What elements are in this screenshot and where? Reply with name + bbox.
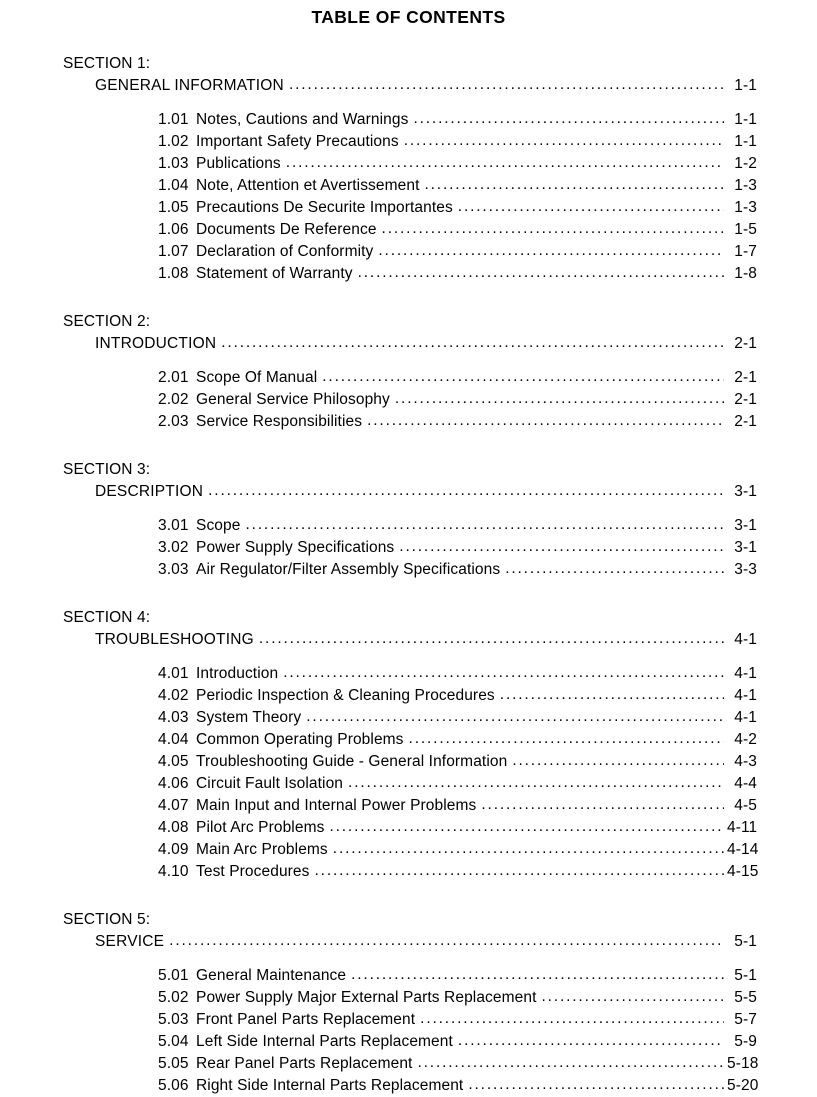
- dot-leader: [259, 630, 724, 644]
- dot-leader: [378, 242, 724, 256]
- toc-entry[interactable]: [158, 685, 757, 707]
- entry-title: Circuit Fault Isolation: [196, 775, 344, 792]
- entry-title: General Maintenance: [196, 967, 347, 984]
- section-label: SECTION 2:: [63, 313, 151, 330]
- entry-title: Service Responsibilities: [196, 413, 363, 430]
- section-title: TROUBLESHOOTING: [95, 631, 254, 648]
- entry-title: Test Procedures: [196, 863, 310, 880]
- section-entries: [0, 109, 817, 285]
- toc-entry[interactable]: [158, 795, 757, 817]
- page-number: 5-20: [727, 1077, 759, 1094]
- entry-title: Introduction: [196, 665, 279, 682]
- page-number: 1-1: [734, 111, 757, 128]
- dot-leader: [315, 862, 725, 876]
- dot-leader: [458, 198, 724, 212]
- section-title-row: [0, 75, 817, 97]
- toc-entry[interactable]: [158, 515, 757, 537]
- page-number: 5-18: [727, 1055, 759, 1072]
- section-title-row: [0, 629, 817, 651]
- toc-entry[interactable]: [95, 75, 757, 97]
- entry-number: 4.06: [158, 775, 189, 792]
- dot-leader: [481, 796, 724, 810]
- section-title: SERVICE: [95, 933, 165, 950]
- entry-number: 5.06: [158, 1077, 189, 1094]
- toc-entry[interactable]: [158, 411, 757, 433]
- toc-entry[interactable]: [158, 817, 757, 839]
- entry-title: Declaration of Conformity: [196, 243, 374, 260]
- dot-leader: [500, 686, 724, 700]
- entry-number: 5.01: [158, 967, 189, 984]
- entry-number: 4.03: [158, 709, 189, 726]
- page-number: 1-8: [734, 265, 757, 282]
- dot-leader: [245, 516, 724, 530]
- dot-leader: [413, 110, 724, 124]
- entry-title: Air Regulator/Filter Assembly Specifications: [196, 561, 501, 578]
- toc-entry[interactable]: [158, 663, 757, 685]
- dot-leader: [351, 966, 724, 980]
- toc-entry[interactable]: [158, 559, 757, 581]
- section-title: GENERAL INFORMATION: [95, 77, 284, 94]
- page-number: 4-1: [734, 687, 757, 704]
- entry-title: Pilot Arc Problems: [196, 819, 325, 836]
- entry-title: Scope Of Manual: [196, 369, 318, 386]
- page-number: 1-1: [734, 133, 757, 150]
- dot-leader: [208, 482, 724, 496]
- toc-entry[interactable]: [158, 537, 757, 559]
- page-number: 2-1: [734, 335, 757, 352]
- entry-number: 4.04: [158, 731, 189, 748]
- page-number: 4-14: [727, 841, 759, 858]
- dot-leader: [322, 368, 724, 382]
- page-number: 4-15: [727, 863, 759, 880]
- entry-number: 1.07: [158, 243, 189, 260]
- toc-entry[interactable]: [158, 131, 757, 153]
- page-number: 4-2: [734, 731, 757, 748]
- entry-title: Important Safety Precautions: [196, 133, 399, 150]
- dot-leader: [417, 1054, 724, 1068]
- section-label: SECTION 1:: [63, 55, 151, 72]
- entry-title: Front Panel Parts Replacement: [196, 1011, 416, 1028]
- entry-title: Main Arc Problems: [196, 841, 328, 858]
- entry-title: Power Supply Specifications: [196, 539, 395, 556]
- entry-number: 1.01: [158, 111, 189, 128]
- toc-entry[interactable]: [158, 707, 757, 729]
- dot-leader: [358, 264, 724, 278]
- toc-entry[interactable]: [158, 1009, 757, 1031]
- page-number: 3-1: [734, 483, 757, 500]
- entry-number: 5.04: [158, 1033, 189, 1050]
- toc-entry[interactable]: [158, 367, 757, 389]
- entry-number: 4.05: [158, 753, 189, 770]
- entry-number: 2.03: [158, 413, 189, 430]
- dot-leader: [169, 932, 724, 946]
- page-number: 5-9: [734, 1033, 757, 1050]
- entry-title: Power Supply Major External Parts Replacement: [196, 989, 537, 1006]
- page-number: 2-1: [734, 413, 757, 430]
- page-number: 1-5: [734, 221, 757, 238]
- entry-title: Documents De Reference: [196, 221, 377, 238]
- dot-leader: [348, 774, 724, 788]
- entry-title: Statement of Warranty: [196, 265, 353, 282]
- entry-number: 1.04: [158, 177, 189, 194]
- page-number: 4-3: [734, 753, 757, 770]
- entry-number: 4.02: [158, 687, 189, 704]
- section-title-row: [0, 481, 817, 503]
- page-number: 5-1: [734, 967, 757, 984]
- section-entries: [0, 515, 817, 581]
- dot-leader: [399, 538, 724, 552]
- entry-number: 3.03: [158, 561, 189, 578]
- entry-title: Main Input and Internal Power Problems: [196, 797, 477, 814]
- page-number: 5-1: [734, 933, 757, 950]
- dot-leader: [333, 840, 724, 854]
- toc-entry[interactable]: [158, 987, 757, 1009]
- section-entries: [0, 965, 817, 1097]
- section-block: [0, 607, 817, 883]
- toc-entry[interactable]: [158, 109, 757, 131]
- toc-entry[interactable]: [158, 965, 757, 987]
- section-label: SECTION 3:: [63, 461, 151, 478]
- page-number: 4-1: [734, 631, 757, 648]
- toc-entry[interactable]: [158, 839, 757, 861]
- toc-entry[interactable]: [95, 629, 757, 651]
- section-label: SECTION 5:: [63, 911, 151, 928]
- dot-leader: [367, 412, 724, 426]
- entry-title: Troubleshooting Guide - General Information: [196, 753, 508, 770]
- toc-entry[interactable]: [158, 1053, 757, 1075]
- page-number: 2-1: [734, 369, 757, 386]
- entry-number: 4.10: [158, 863, 189, 880]
- entry-number: 4.08: [158, 819, 189, 836]
- entry-title: Periodic Inspection & Cleaning Procedures: [196, 687, 495, 704]
- toc-entry[interactable]: [158, 219, 757, 241]
- table-of-contents: [0, 53, 817, 1097]
- entry-number: 1.08: [158, 265, 189, 282]
- section-title: DESCRIPTION: [95, 483, 204, 500]
- entry-title: Left Side Internal Parts Replacement: [196, 1033, 453, 1050]
- entry-number: 1.03: [158, 155, 189, 172]
- page-number: 1-2: [734, 155, 757, 172]
- dot-leader: [306, 708, 724, 722]
- entry-number: 3.02: [158, 539, 189, 556]
- section-title-row: [0, 333, 817, 355]
- toc-entry[interactable]: [158, 389, 757, 411]
- dot-leader: [382, 220, 724, 234]
- toc-entry[interactable]: [95, 931, 757, 953]
- section-entries: [0, 367, 817, 433]
- dot-leader: [505, 560, 724, 574]
- toc-entry[interactable]: [158, 751, 757, 773]
- entry-number: 4.07: [158, 797, 189, 814]
- toc-entry[interactable]: [158, 175, 757, 197]
- section-title: INTRODUCTION: [95, 335, 217, 352]
- page-number: 4-5: [734, 797, 757, 814]
- entry-number: 5.03: [158, 1011, 189, 1028]
- entry-number: 2.02: [158, 391, 189, 408]
- dot-leader: [289, 76, 724, 90]
- page-number: 3-3: [734, 561, 757, 578]
- page-number: 1-1: [734, 77, 757, 94]
- entry-number: 4.01: [158, 665, 189, 682]
- page-number: 1-3: [734, 199, 757, 216]
- entry-number: 2.01: [158, 369, 189, 386]
- dot-leader: [283, 664, 724, 678]
- section-entries: [0, 663, 817, 883]
- page-number: 4-1: [734, 709, 757, 726]
- entry-number: 3.01: [158, 517, 189, 534]
- entry-number: 4.09: [158, 841, 189, 858]
- section-block: [0, 311, 817, 433]
- entry-title: Right Side Internal Parts Replacement: [196, 1077, 464, 1094]
- toc-entry[interactable]: [158, 1031, 757, 1053]
- toc-entry[interactable]: [158, 1075, 757, 1097]
- toc-entry[interactable]: [95, 333, 757, 355]
- dot-leader: [395, 390, 724, 404]
- dot-leader: [424, 176, 724, 190]
- page-number: 4-1: [734, 665, 757, 682]
- page-title: TABLE OF CONTENTS: [311, 7, 506, 27]
- entry-title: Scope: [196, 517, 241, 534]
- dot-leader: [329, 818, 724, 832]
- section-label: SECTION 4:: [63, 609, 151, 626]
- entry-number: 1.02: [158, 133, 189, 150]
- page-number: 1-3: [734, 177, 757, 194]
- toc-entry[interactable]: [158, 729, 757, 751]
- toc-entry[interactable]: [158, 861, 757, 883]
- page-number: 5-5: [734, 989, 757, 1006]
- entry-title: Rear Panel Parts Replacement: [196, 1055, 413, 1072]
- toc-entry[interactable]: [158, 773, 757, 795]
- page-number: 3-1: [734, 539, 757, 556]
- dot-leader: [221, 334, 724, 348]
- entry-title: General Service Philosophy: [196, 391, 390, 408]
- page-number: 5-7: [734, 1011, 757, 1028]
- page-number: 4-4: [734, 775, 757, 792]
- toc-entry[interactable]: [158, 153, 757, 175]
- dot-leader: [286, 154, 724, 168]
- dot-leader: [468, 1076, 724, 1090]
- entry-title: Note, Attention et Avertissement: [196, 177, 420, 194]
- entry-number: 1.05: [158, 199, 189, 216]
- toc-entry[interactable]: [158, 197, 757, 219]
- page-number: 3-1: [734, 517, 757, 534]
- entry-number: 1.06: [158, 221, 189, 238]
- entry-title: Notes, Cautions and Warnings: [196, 111, 409, 128]
- toc-entry[interactable]: [158, 241, 757, 263]
- page-number: 4-11: [727, 819, 758, 836]
- entry-number: 5.02: [158, 989, 189, 1006]
- dot-leader: [512, 752, 724, 766]
- toc-entry[interactable]: [95, 481, 757, 503]
- toc-entry[interactable]: [158, 263, 757, 285]
- section-block: [0, 459, 817, 581]
- dot-leader: [458, 1032, 724, 1046]
- page-number: 1-7: [734, 243, 757, 260]
- section-title-row: [0, 931, 817, 953]
- section-block: [0, 53, 817, 285]
- entry-title: System Theory: [196, 709, 302, 726]
- entry-title: Publications: [196, 155, 281, 172]
- entry-number: 5.05: [158, 1055, 189, 1072]
- page-number: 2-1: [734, 391, 757, 408]
- dot-leader: [420, 1010, 724, 1024]
- entry-title: Precautions De Securite Importantes: [196, 199, 453, 216]
- section-block: [0, 909, 817, 1097]
- entry-title: Common Operating Problems: [196, 731, 404, 748]
- dot-leader: [409, 730, 724, 744]
- dot-leader: [404, 132, 724, 146]
